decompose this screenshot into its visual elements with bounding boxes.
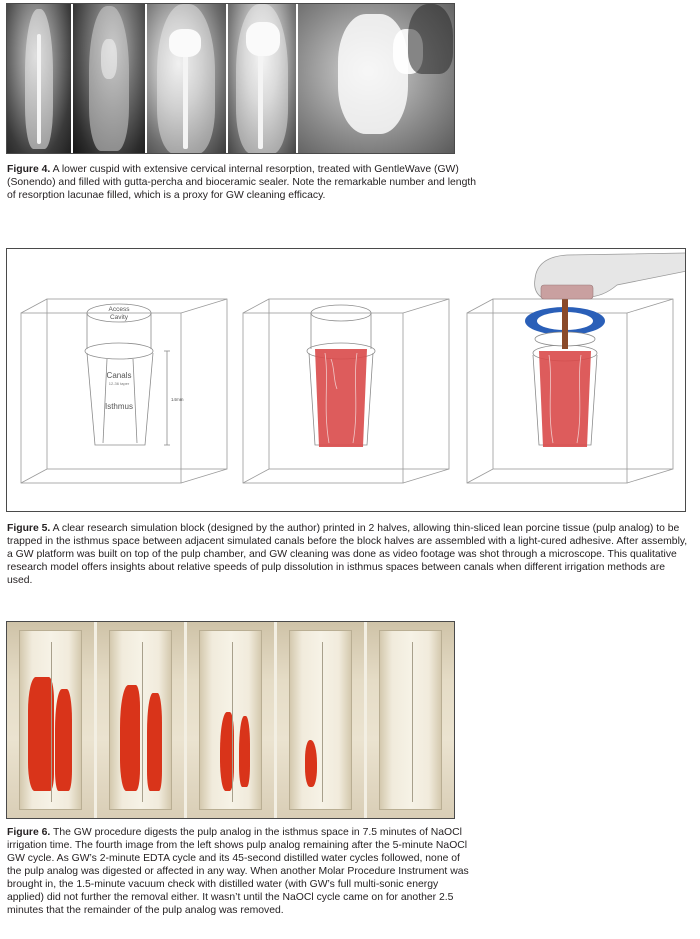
access-cavity-label-1: Access [108,306,130,313]
figure-5-caption [7,522,691,587]
figure-4-radiographs [6,3,455,154]
figure-6-label: Figure 6. [7,827,51,838]
radiograph-3 [147,4,228,153]
figure-5-caption-text: A clear research simulation block (designed by the author) printed in 2 halves, allowing thin-sliced lean porcine tissue (pulp analog) to be trapped in the isthmus space between adjacent simulated canals before the block halves are assembled with a light-cured adhesive. After assembly, a GW platform was built on top of the pulp chamber, and GW cleaning was done as video footage was shot through a microscope. This qualitative research model offers insights about relative speeds of pulp dissolution in isthmus spaces between canals when different irrigation methods are used. [7,523,688,586]
figure-6-caption-text: The GW procedure digests the pulp analog in the isthmus space in 7.5 minutes of NaOCl irrigation time. The fourth image from the left shows pulp analog remaining after the 5-minute NaOCl GW cycle. As GW’s 2-minute EDTA cycle and its 45-second distilled water cycles followed, none of the pulp analog was digested or affected in any way. When another Molar Procedure Instrument was brought in, the 1.5-minute vacuum check with distilled water (with GW’s full multi-sonic energy applied) did not further the removal either. It wasn’t until the NaOCl cycle came on for another 2.5 minutes that the remainder of the pulp analog was removed. [7,827,469,916]
access-cavity-label-2: Cavity [109,314,129,321]
figure-4-caption-text: A lower cuspid with extensive cervical internal resorption, treated with GentleWave (GW) (Sonendo) and filled with gutta-percha and bioceramic sealer. Note the remarkable number and length of resorption lacunae filled, which is a proxy for GW cleaning efficacy. [7,164,477,201]
figure-5-label: Figure 5. [7,523,51,534]
radiograph-4 [228,4,298,153]
dissolution-photo-4 [277,622,367,818]
block-1-outline [21,299,227,483]
dissolution-photo-5 [367,622,454,818]
isthmus-label: Isthmus [104,402,134,411]
dissolution-photo-2 [97,622,187,818]
figure-4-caption [7,163,477,202]
radiograph-1 [7,4,73,153]
pulp-analog-block-2 [315,349,367,447]
radiograph-2 [73,4,147,153]
simulation-block-diagram [7,249,686,512]
pulp-analog-block-3 [539,351,591,447]
dissolution-photo-3 [187,622,277,818]
figure-6-photos [6,621,455,819]
dissolution-photo-1 [7,622,97,818]
radiograph-5-magnified [298,4,454,153]
dimension-label: 14mm [171,397,184,402]
figure-6-caption [7,826,477,917]
figure-4-label: Figure 4. [7,164,51,175]
figure-5-diagram [6,248,686,512]
canals-sub-label: 12-36 taper [108,381,130,386]
canals-label: Canals [106,371,132,380]
